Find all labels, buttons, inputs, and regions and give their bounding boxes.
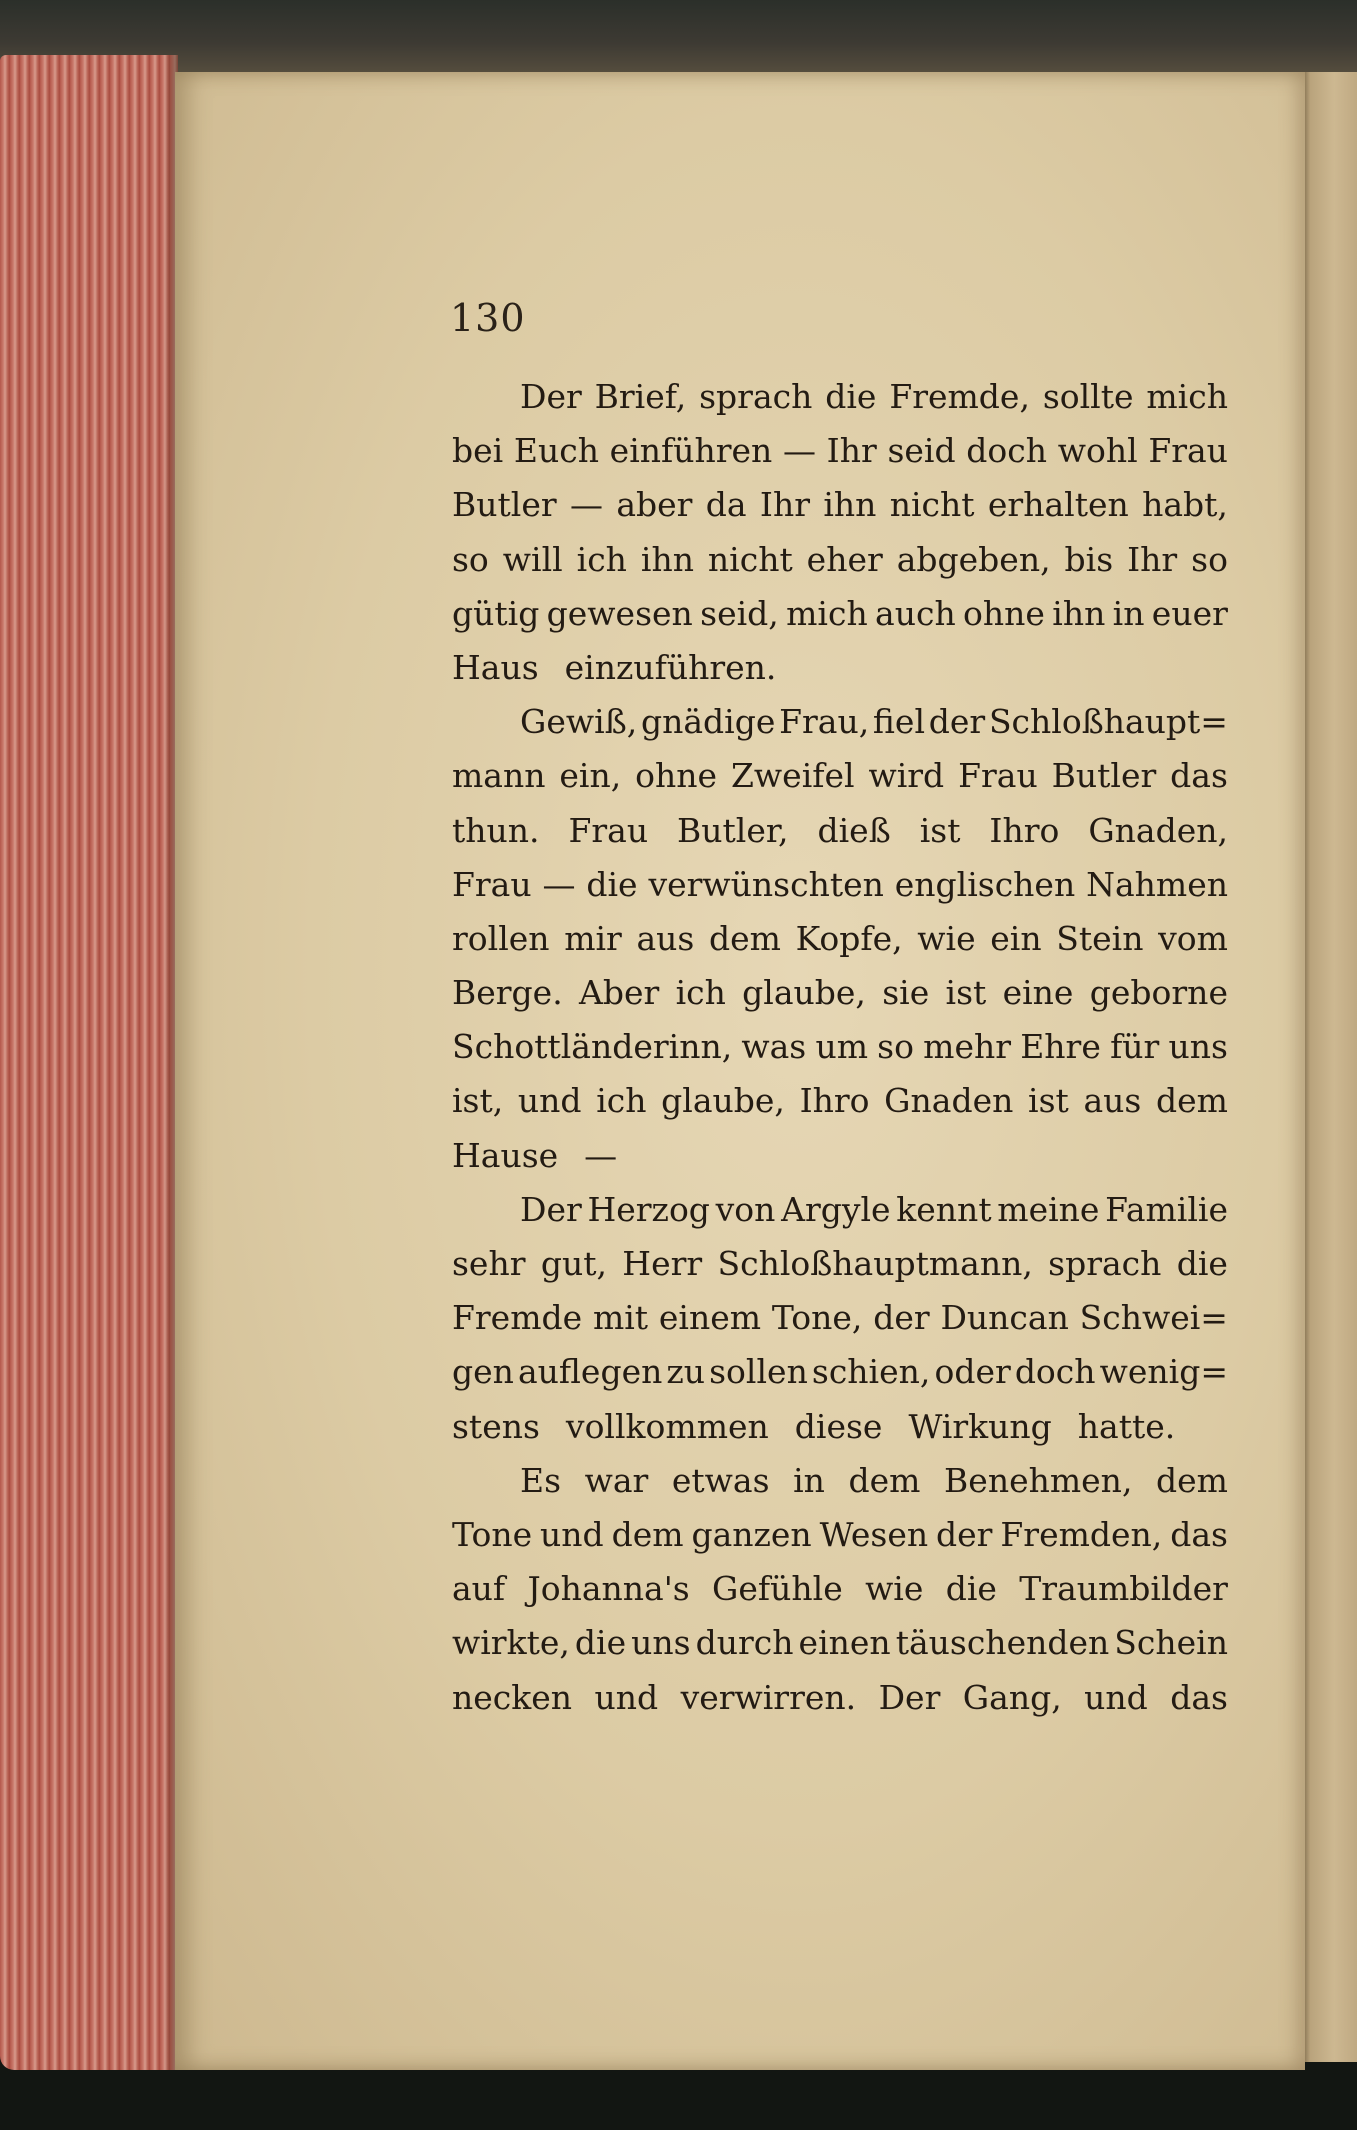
word: verwirren. — [680, 1677, 857, 1717]
word: meine — [997, 1189, 1100, 1229]
word: thun. — [452, 810, 540, 850]
word: Berge. — [452, 973, 563, 1013]
word: bis — [1064, 539, 1114, 579]
text-line — [452, 804, 1228, 858]
word: wird — [868, 756, 945, 796]
word: seid — [887, 431, 956, 471]
word: sollte — [1042, 377, 1134, 416]
word: Frau, — [779, 702, 870, 742]
page-number: 130 — [450, 296, 526, 340]
word: habt, — [1142, 485, 1228, 525]
word: und — [1084, 1677, 1148, 1717]
word: Argyle — [781, 1189, 891, 1229]
word: mich — [786, 593, 868, 633]
word: ist, — [452, 1081, 504, 1121]
text-line — [452, 912, 1228, 966]
text-line — [452, 1400, 1228, 1454]
text-line — [452, 695, 1228, 749]
word: seid, — [700, 593, 779, 633]
text-line — [452, 1291, 1228, 1345]
word: einzuführen. — [564, 647, 777, 687]
word: Familie — [1105, 1189, 1228, 1229]
word: ist — [945, 973, 987, 1013]
word: Frau — [958, 756, 1038, 796]
word: Wirkung — [908, 1406, 1052, 1446]
text-line — [452, 1508, 1228, 1562]
facing-page-edge — [1300, 72, 1357, 2062]
word: Schloßhaupt= — [988, 702, 1228, 742]
word: gewesen — [546, 593, 693, 633]
word: Haus — [452, 647, 539, 687]
word: das — [1170, 1677, 1228, 1717]
word: ich — [675, 973, 726, 1013]
word: Der — [520, 1189, 582, 1229]
word: Gnaden — [884, 1081, 1014, 1121]
word: Schwei= — [1079, 1298, 1228, 1338]
word: abgeben, — [896, 539, 1051, 579]
word: aus — [1083, 1081, 1142, 1121]
text-line — [452, 370, 1228, 424]
word: eine — [1002, 973, 1074, 1013]
word: ihn — [1052, 593, 1106, 633]
word: dem — [1156, 1460, 1228, 1500]
word: durch — [695, 1623, 794, 1663]
word: gen — [452, 1352, 514, 1392]
word: sprach — [1048, 1244, 1162, 1283]
word: der — [928, 702, 986, 742]
word: — — [569, 485, 603, 525]
word: ein, — [559, 756, 622, 796]
word: gütig — [452, 593, 540, 633]
word: zu — [666, 1352, 706, 1392]
word: so — [1191, 539, 1228, 579]
word: schien, — [811, 1352, 931, 1392]
word: Gang, — [962, 1677, 1062, 1717]
word: — — [782, 431, 816, 471]
word: und — [540, 1514, 604, 1554]
word: auch — [875, 593, 956, 633]
word: Der — [878, 1677, 941, 1717]
word: mit — [592, 1298, 649, 1338]
word: ist — [1028, 1081, 1069, 1121]
word: Ehre — [1020, 1027, 1101, 1067]
text-line — [452, 1454, 1228, 1508]
text-line — [452, 1616, 1228, 1670]
text-line — [452, 1237, 1228, 1291]
word: der — [873, 1298, 930, 1338]
word: war — [584, 1460, 649, 1500]
word: was — [741, 1027, 807, 1067]
word: Gnaden, — [1088, 810, 1228, 850]
word: Fremde, — [889, 377, 1030, 416]
word: ich — [596, 1081, 647, 1121]
word: englischen — [894, 864, 1076, 904]
word: von — [715, 1189, 776, 1229]
word: so — [452, 539, 489, 579]
word: — — [542, 864, 576, 904]
word: glaube, — [742, 973, 866, 1013]
word: ich — [576, 539, 627, 579]
word: mich — [1146, 377, 1228, 416]
page-fore-edges — [0, 55, 178, 2070]
word: vollkommen — [565, 1406, 769, 1446]
word: und — [594, 1677, 659, 1717]
word: mann — [452, 756, 546, 796]
text-line — [452, 1345, 1228, 1399]
word: Frau — [452, 864, 532, 904]
word: ihn — [640, 539, 694, 579]
word: wohl — [1057, 431, 1138, 471]
word: Ihr — [759, 485, 810, 525]
word: sollen — [709, 1352, 808, 1392]
word: bei — [452, 431, 504, 471]
word: Schottländerinn, — [452, 1027, 733, 1067]
word: Duncan — [940, 1298, 1069, 1338]
word: will — [502, 539, 563, 579]
word: mir — [564, 918, 622, 958]
word: einführen — [609, 431, 773, 471]
word: sehr — [452, 1244, 526, 1283]
text-line — [452, 1074, 1228, 1128]
word: ohne — [963, 593, 1045, 633]
word: aus — [636, 918, 695, 958]
word: Euch — [513, 431, 599, 471]
word: gut, — [540, 1244, 607, 1283]
word: wenig= — [1099, 1352, 1228, 1392]
word: Johanna's — [527, 1569, 690, 1609]
word: Hause — [452, 1135, 559, 1175]
word: ganzen — [691, 1514, 812, 1554]
word: das — [1170, 1514, 1228, 1554]
word: die — [825, 377, 877, 416]
word: Zweifel — [730, 756, 855, 796]
word: nicht — [889, 485, 975, 525]
word: ohne — [635, 756, 718, 796]
word: eher — [806, 539, 883, 579]
word: Gefühle — [712, 1569, 843, 1609]
word: einem — [658, 1298, 762, 1338]
word: verwünschten — [648, 864, 884, 904]
word: Brief, — [594, 377, 687, 416]
word: Kopfe, — [795, 918, 903, 958]
word: Schein — [1114, 1623, 1228, 1663]
word: da — [705, 485, 747, 525]
word: uns — [631, 1623, 691, 1663]
text-line — [452, 641, 1228, 695]
word: oder — [934, 1352, 1011, 1392]
word: dem — [1155, 1081, 1228, 1121]
word: die — [574, 1623, 627, 1663]
text-line — [452, 1020, 1228, 1074]
word: sie — [882, 973, 930, 1013]
word: vom — [1158, 918, 1228, 958]
word: Nahmen — [1086, 864, 1228, 904]
word: Butler — [452, 485, 557, 525]
word: Ihro — [799, 1081, 870, 1121]
word: Fremden, — [1000, 1514, 1163, 1554]
text-line — [452, 1562, 1228, 1616]
word: dem — [611, 1514, 684, 1554]
word: Herr — [622, 1244, 703, 1283]
text-line — [452, 587, 1228, 641]
word: so — [877, 1027, 914, 1067]
word: Fremde — [452, 1298, 583, 1338]
word: Schloßhauptmann, — [717, 1244, 1033, 1283]
word: ein — [990, 918, 1042, 958]
text-line — [452, 478, 1228, 532]
word: — — [584, 1135, 618, 1175]
word: einen — [798, 1623, 891, 1663]
word: wirkte, — [452, 1623, 570, 1663]
word: Tone, — [771, 1298, 863, 1338]
word: hatte. — [1077, 1406, 1176, 1446]
text-line — [452, 1183, 1228, 1237]
word: dem — [709, 918, 781, 958]
word: Tone — [452, 1514, 533, 1554]
word: aber — [616, 485, 693, 525]
word: auflegen — [517, 1352, 663, 1392]
word: die — [586, 864, 638, 904]
word: erhalten — [987, 485, 1129, 525]
word: doch — [1014, 1352, 1096, 1392]
word: für — [1110, 1027, 1160, 1067]
word: ist — [919, 810, 961, 850]
word: in — [793, 1460, 825, 1500]
word: gnädige — [640, 702, 776, 742]
text-line — [452, 966, 1228, 1020]
text-line — [452, 533, 1228, 587]
word: Butler — [1051, 756, 1157, 796]
word: uns — [1168, 1027, 1228, 1067]
word: ihn — [823, 485, 877, 525]
word: das — [1170, 756, 1228, 796]
word: Ihr — [826, 431, 877, 471]
word: Wesen — [819, 1514, 929, 1554]
word: Butler, — [677, 810, 789, 850]
word: etwas — [671, 1460, 770, 1500]
word: euer — [1151, 593, 1228, 633]
word: doch — [966, 431, 1048, 471]
word: täuschenden — [895, 1623, 1110, 1663]
word: Der — [520, 377, 582, 416]
word: Traumbilder — [1019, 1569, 1228, 1609]
word: wie — [917, 918, 976, 958]
word: in — [1112, 593, 1145, 633]
text-line — [452, 1671, 1228, 1725]
word: fiel — [872, 702, 926, 742]
word: geborne — [1089, 973, 1228, 1013]
word: necken — [452, 1677, 573, 1717]
word: Es — [520, 1460, 562, 1500]
word: Ihr — [1127, 539, 1178, 579]
word: um — [815, 1027, 868, 1067]
text-line — [452, 749, 1228, 803]
text-line — [452, 424, 1228, 478]
word: dieß — [817, 810, 891, 850]
word: Ihro — [989, 810, 1060, 850]
word: die — [1176, 1244, 1228, 1283]
word: der — [936, 1514, 993, 1554]
word: Herzog — [587, 1189, 710, 1229]
text-line — [452, 858, 1228, 912]
book-binding-top — [0, 0, 1357, 78]
word: Frau — [1148, 431, 1228, 471]
word: und — [517, 1081, 582, 1121]
word: kennt — [896, 1189, 992, 1229]
word: wie — [865, 1569, 924, 1609]
body-text — [452, 370, 1228, 1725]
word: mehr — [923, 1027, 1012, 1067]
word: sprach — [699, 377, 813, 416]
word: Aber — [579, 973, 660, 1013]
word: Frau — [568, 810, 649, 850]
word: dem — [848, 1460, 921, 1500]
word: die — [945, 1569, 997, 1609]
word: nicht — [707, 539, 793, 579]
word: Gewiß, — [520, 702, 638, 742]
text-line — [452, 1129, 1228, 1183]
word: glaube, — [661, 1081, 785, 1121]
word: Stein — [1056, 918, 1144, 958]
word: Benehmen, — [944, 1460, 1133, 1500]
word: diese — [794, 1406, 883, 1446]
word: stens — [452, 1406, 540, 1446]
word: rollen — [452, 918, 550, 958]
word: auf — [452, 1569, 506, 1609]
